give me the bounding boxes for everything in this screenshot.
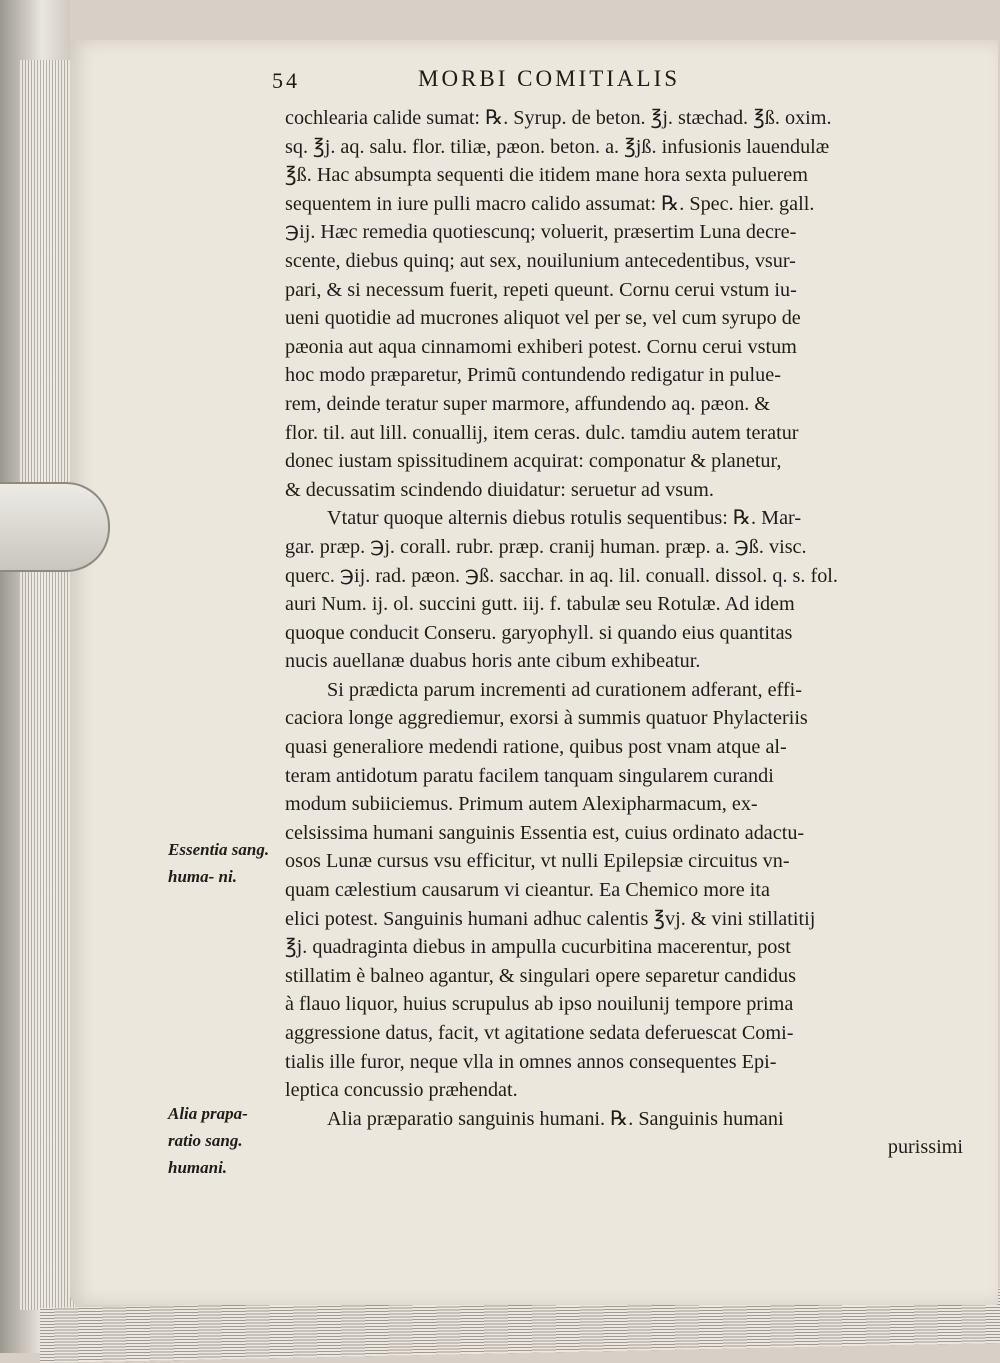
- text-line: cochlearia calide sumat: ℞. Syrup. de beton. ℥j. stæchad. ℥ß. oxim.: [285, 107, 832, 129]
- running-header: [272, 66, 962, 100]
- text-line: ℥ß. Hac absumpta sequenti die itidem mane hora sexta puluerem: [285, 164, 808, 187]
- text-line: sequentem in iure pulli macro calido assumat: ℞. Spec. hier. gall.: [285, 192, 815, 215]
- text-line: quam cælestium causarum vi cieantur. Ea Chemico more ita: [285, 879, 770, 902]
- text-line: stillatim è balneo agantur, & singulari opere separetur candidus: [285, 964, 797, 987]
- text-line: Vtatur quoque alternis diebus rotulis sequentibus: ℞. Mar-: [327, 507, 802, 530]
- text-line: tialis ille furor, neque vlla in omnes annos consequentes Epi-: [285, 1050, 777, 1073]
- text-line: Alia præparatio sanguinis humani. ℞. Sanguinis humani: [327, 1107, 784, 1130]
- text-line: Si prædicta parum incrementi ad curationem adferant, effi-: [327, 678, 802, 701]
- text-line: aggressione datus, facit, vt agitatione sedata deferuescat Comi-: [285, 1022, 794, 1044]
- text-line: teram antidotum paratu facilem tanquam singularem curandi: [285, 764, 774, 787]
- text-line: ℥j. quadraginta diebus in ampulla cucurbitina macerentur, post: [285, 936, 791, 959]
- book-clasp: [0, 482, 110, 572]
- text-line: ℈ij. Hæc remedia quotiescunq; voluerit, præsertim Luna decre-: [285, 221, 797, 244]
- page-number: 54: [272, 68, 300, 93]
- catchword: purissimi: [887, 1136, 963, 1159]
- text-line: donec iustam spissitudinem acquirat: componatur & planetur,: [285, 450, 782, 473]
- text-line: gar. præp. ℈j. corall. rubr. præp. cranij human. præp. a. ℈ß. visc.: [285, 535, 807, 558]
- margin-note-alia-praeparatio: Alia prapa- ratio sang. humani.: [168, 1104, 248, 1177]
- text-line: scente, diebus quinq; aut sex, nouilunium antecedentibus, vsur-: [285, 249, 796, 272]
- text-line: leptica concussio præhendat.: [285, 1079, 518, 1102]
- text-line: nucis auellanæ duabus horis ante cibum exhibeatur.: [285, 650, 701, 673]
- text-line: quoque conducit Conseru. garyophyll. si quando eius quantitas: [285, 621, 793, 644]
- text-line: sq. ℥j. aq. salu. flor. tiliæ, pæon. beton. a. ℥jß. infusionis lauendulæ: [285, 135, 830, 158]
- text-line: ueni quotidie ad mucrones aliquot vel per se, vel cum syrupo de: [285, 307, 801, 330]
- text-line: rem, deinde teratur super marmore, affundendo aq. pæon. &: [285, 392, 771, 415]
- margin-note-essentia: Essentia sang. huma- ni.: [168, 840, 270, 886]
- text-line: à flauo liquor, huius scrupulus ab ipso nouilunij tempore prima: [285, 993, 794, 1016]
- text-line: caciora longe aggrediemur, exorsi à summis quatuor Phylacteriis: [285, 707, 808, 730]
- running-title: MORBI COMITIALIS: [418, 66, 681, 91]
- text-line: hoc modo præparetur, Primũ contundendo redigatur in pulue-: [285, 364, 781, 387]
- text-line: modum subiiciemus. Primum autem Alexipharmacum, ex-: [285, 793, 758, 816]
- text-line: querc. ℈ij. rad. pæon. ℈ß. sacchar. in aq. lil. conuall. dissol. q. s. fol.: [285, 564, 838, 587]
- text-line: osos Lunæ cursus vsu efficitur, vt nulli Epilepsiæ circuitus vn-: [285, 850, 790, 873]
- page-edges: [20, 60, 75, 1310]
- text-line: & decussatim scindendo diuidatur: seruetur ad vsum.: [285, 478, 714, 501]
- body-text: [285, 104, 963, 1162]
- text-line: auri Num. ij. ol. succini gutt. iij. f. tabulæ seu Rotulæ. Ad idem: [285, 593, 795, 616]
- text-line: quasi generaliore medendi ratione, quibus post vnam atque al-: [285, 736, 787, 759]
- text-line: elici potest. Sanguinis humani adhuc calentis ℥vj. & vini stillatitij: [285, 907, 816, 930]
- text-line: celsissima humani sanguinis Essentia est, cuius ordinato adactu-: [285, 821, 805, 844]
- text-line: pari, & si necessum fuerit, repeti queunt. Cornu cerui vstum iu-: [285, 278, 797, 301]
- text-line: flor. til. aut lill. conuallij, item ceras. dulc. tamdiu autem teratur: [285, 421, 799, 444]
- text-line: pæonia aut aqua cinnamomi exhiberi potest. Cornu cerui vstum: [285, 335, 797, 358]
